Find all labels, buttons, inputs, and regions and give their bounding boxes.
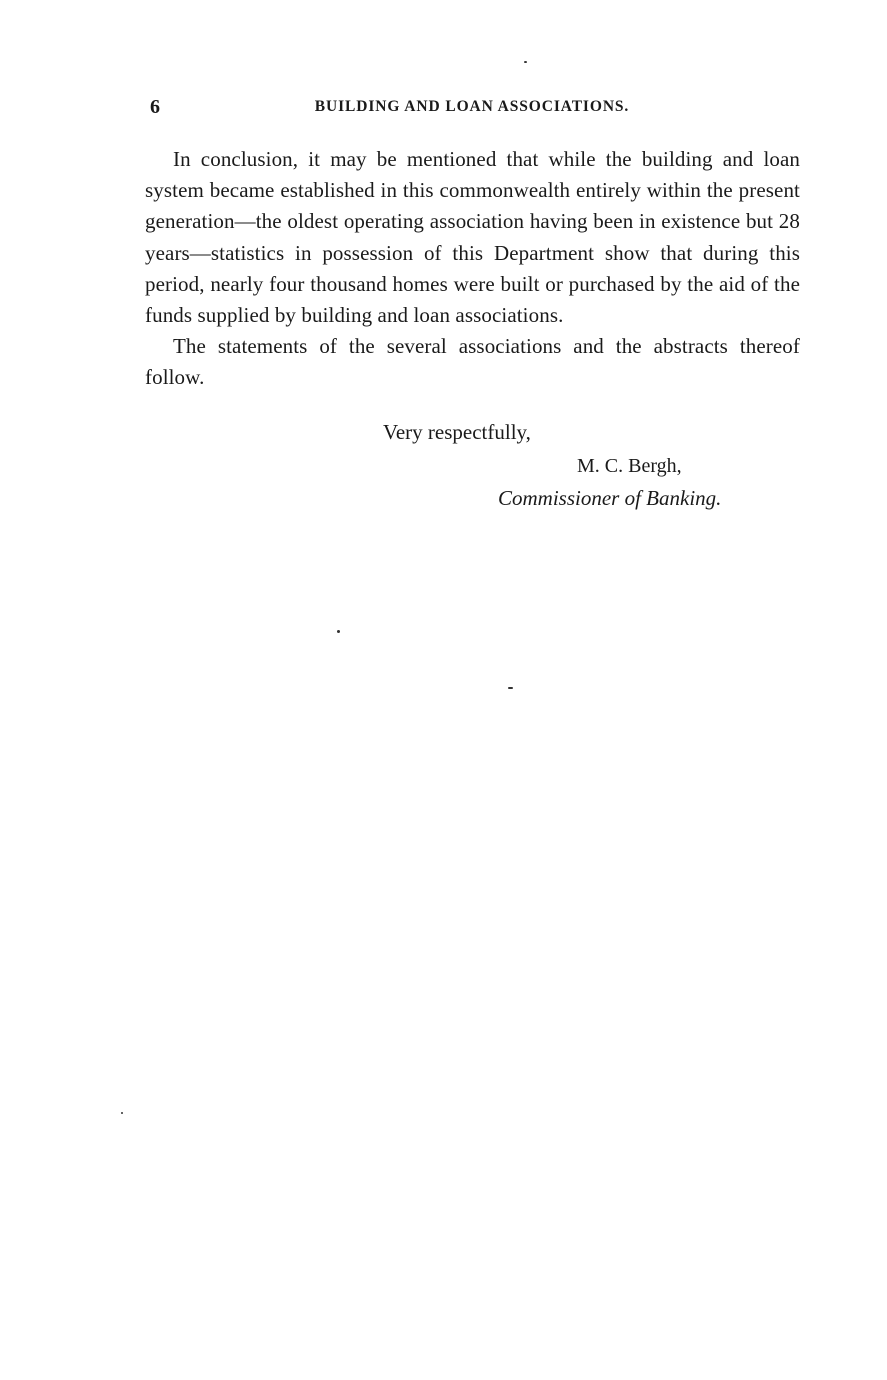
running-title: BUILDING AND LOAN ASSOCIATIONS. bbox=[314, 98, 630, 115]
running-head bbox=[146, 96, 798, 122]
valediction: Very respectfully, bbox=[383, 420, 531, 444]
signer-name: M. C. Bergh, bbox=[577, 455, 682, 477]
scan-speck bbox=[524, 61, 527, 63]
signer-title: Commissioner of Banking. bbox=[498, 486, 722, 510]
page-number: 6 bbox=[150, 96, 160, 118]
paragraph-statements: The statements of the several associations and the abstracts thereof follow. bbox=[145, 334, 800, 390]
scan-speck bbox=[121, 1112, 123, 1114]
paragraph-conclusion: In conclusion, it may be mentioned that while the building and loan system became established in this commonwealth entirely within the present generation—the oldest operating association having been in existence but 28 years—statistics in possession of this Department show that during this period, nearly four thousand homes were built or purchased by the aid of the funds supplied by building and loan associations. bbox=[145, 147, 800, 328]
scan-speck bbox=[508, 687, 513, 689]
scan-speck bbox=[337, 630, 340, 633]
body-text bbox=[145, 144, 800, 394]
